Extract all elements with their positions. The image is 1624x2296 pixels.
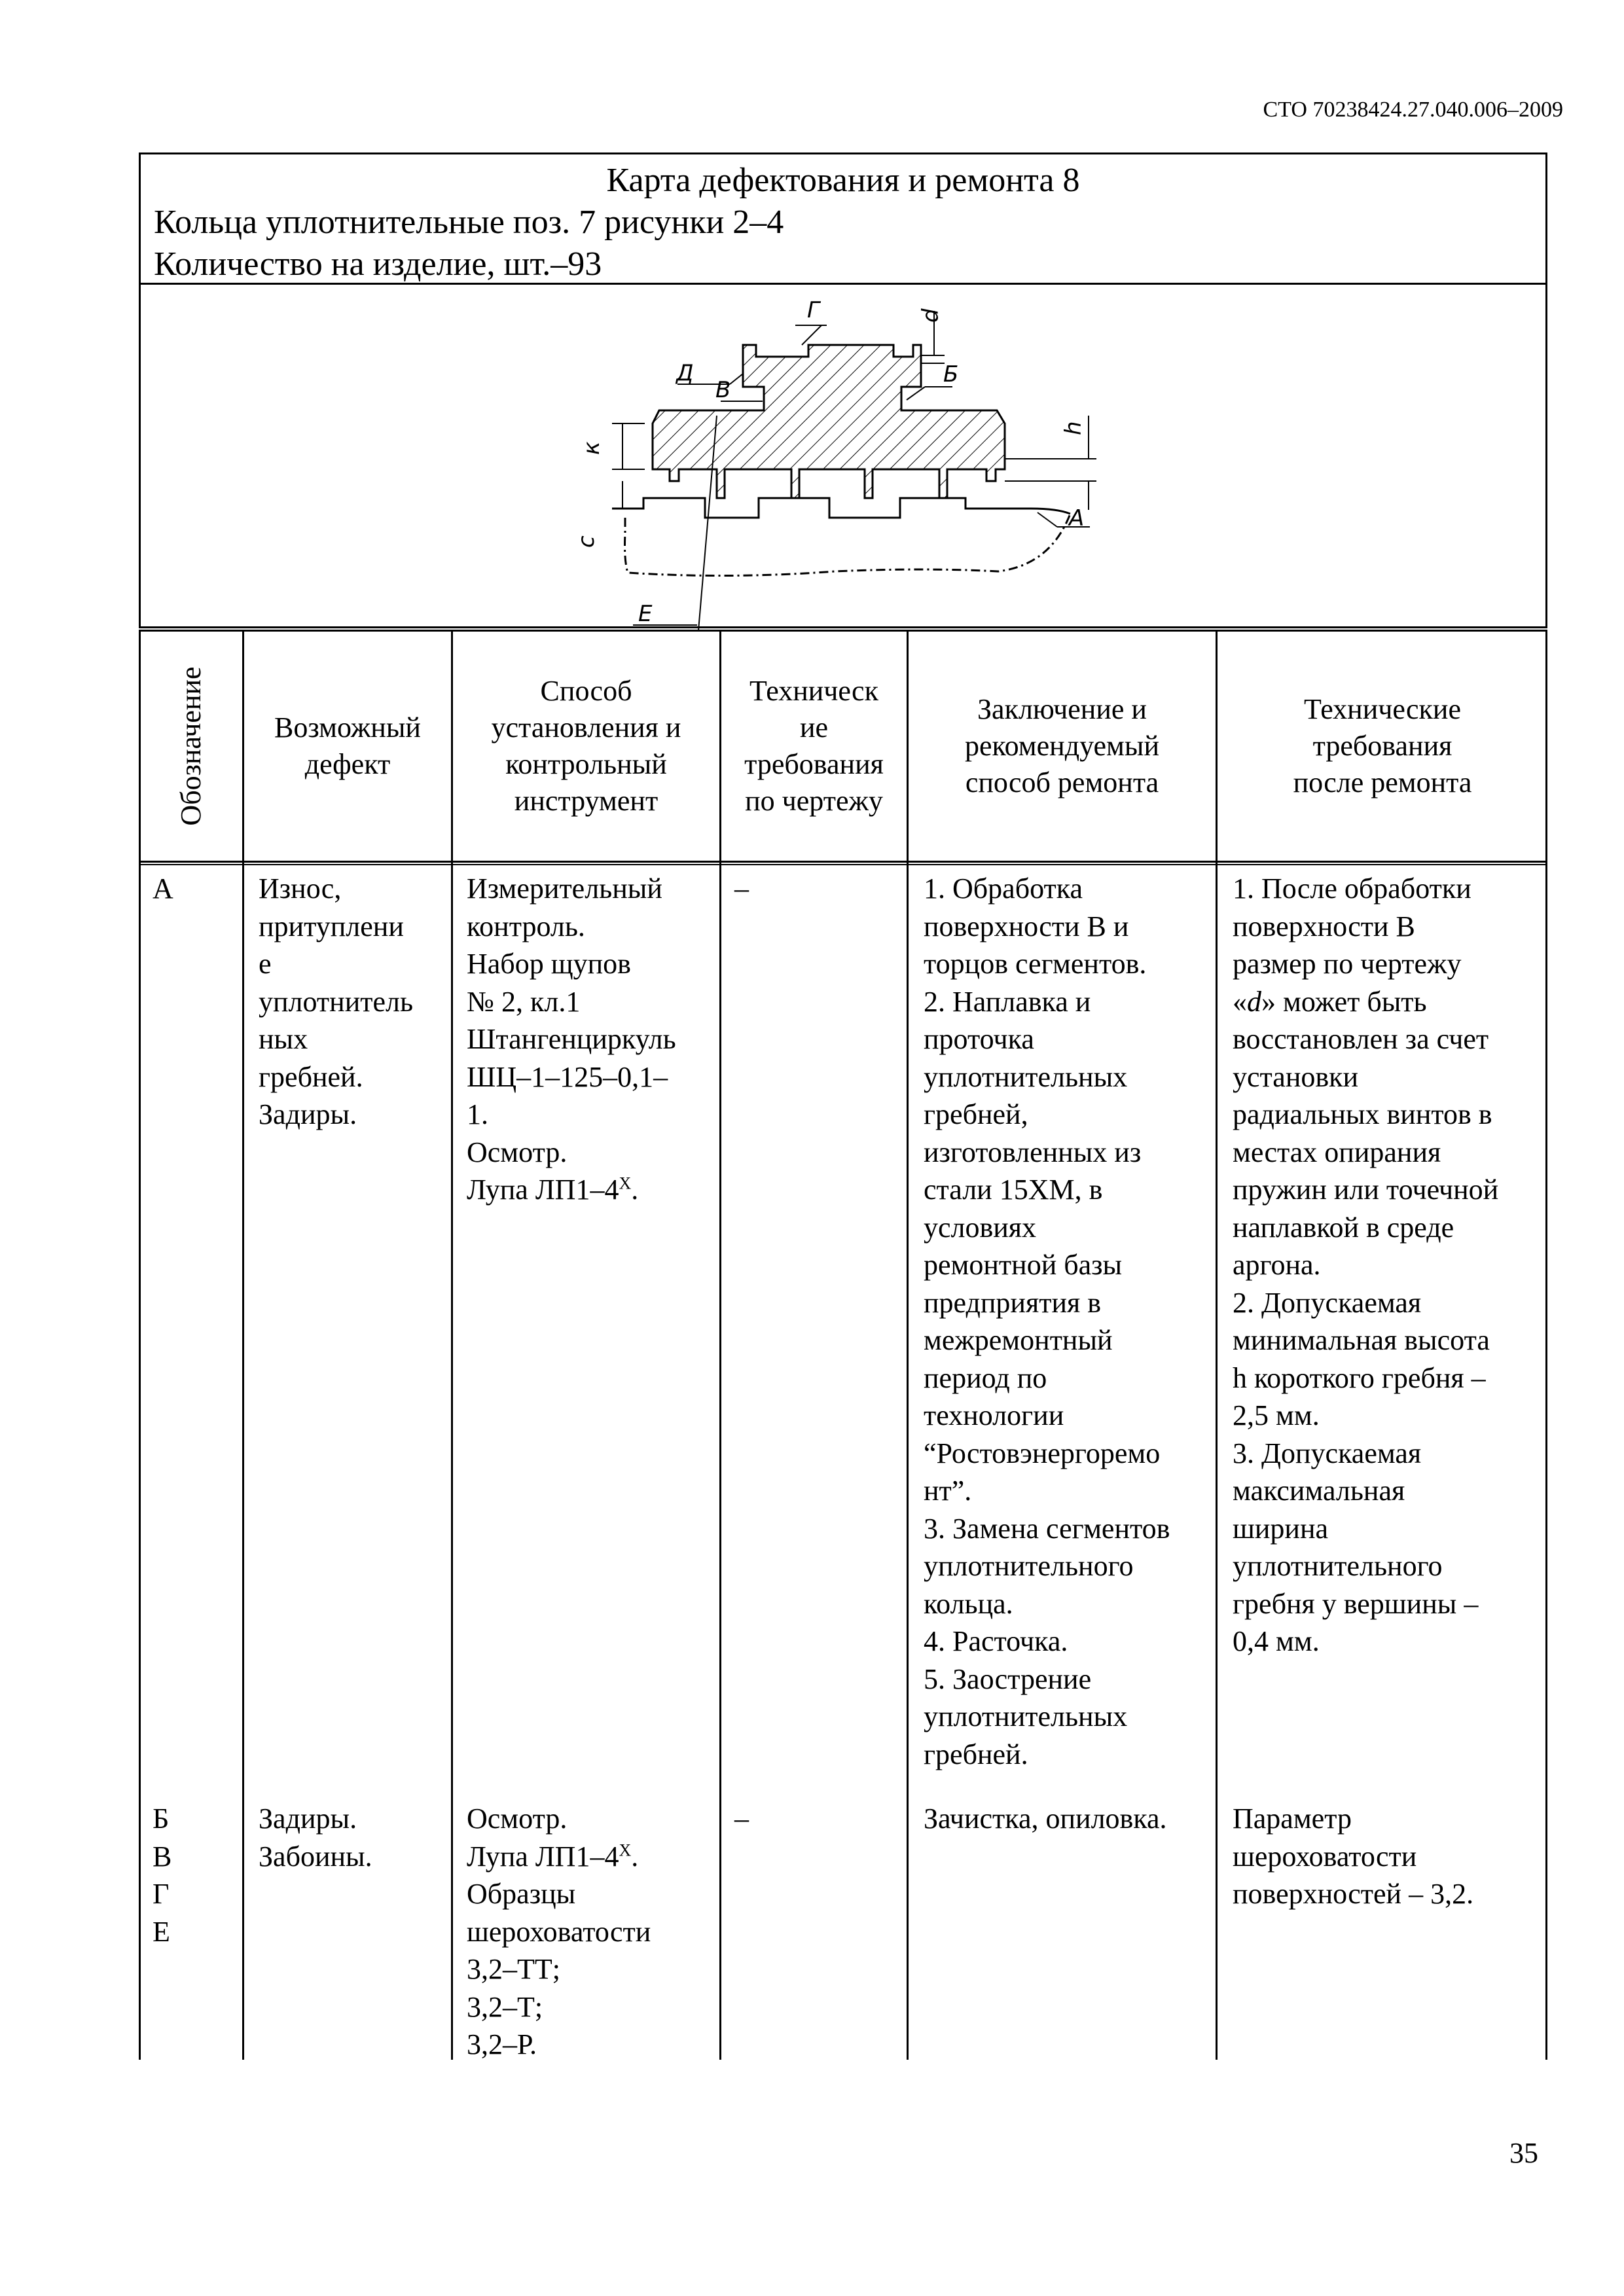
label-a: А (1069, 505, 1085, 531)
label-k: к (579, 441, 605, 455)
quantity-per-unit: Количество на изделие, шт.–93 (154, 245, 602, 283)
label-h: h (1060, 421, 1087, 435)
row-b-designation: Б В Г Е (153, 1803, 172, 1948)
row-a-drawing-requirements: – (734, 872, 749, 905)
label-d-small: d (918, 308, 944, 323)
card-header (139, 152, 1547, 285)
header-method: Способ установления и контрольный инструмент (491, 675, 681, 817)
part-description: Кольца уплотнительные поз. 7 рисунки 2–4 (154, 204, 784, 241)
label-c: c (573, 535, 600, 548)
header-after-repair: Технические требования после ремонта (1293, 693, 1472, 798)
header-conclusion: Заключение и рекомендуемый способ ремонта (964, 693, 1160, 798)
row-b-method: Осмотр. Лупа $ЛП1-4^Х$. Образцы шероховатости 3,2–ТТ; 3,2–Т; 3,2–Р. (467, 1803, 651, 2060)
page-number: 35 (1509, 2137, 1538, 2169)
label-v: В (715, 377, 731, 403)
row-a-conclusion: 1. Обработка поверхности В и торцов сегментов. 2. Наплавка и проточка уплотнительных гребней, изготовленных из стали 15ХМ, в условиях ремонтной базы предприятия в межремонтный период по технологии “Ростовэнергоремо нт”. 3. Замена сегментов уплотнительного кольца. 4. Расточка. 5. Заострение уплотнительных гребней. (924, 872, 1170, 1770)
row-b-defect: Задиры. Забоины. (259, 1803, 372, 1873)
rotor-body (625, 514, 1071, 576)
defect-table (139, 630, 1547, 2060)
label-g: Г (807, 297, 820, 323)
row-b-drawing-requirements: – (734, 1803, 749, 1835)
seal-ring-section-drawing (141, 285, 1549, 630)
label-e: Е (638, 601, 653, 627)
card-title: Карта дефектования и ремонта 8 (606, 162, 1080, 199)
row-a-designation: А (153, 872, 173, 905)
rotor-surface (612, 498, 1070, 518)
seal-ring-drawing (139, 283, 1547, 628)
header-divider (141, 861, 1545, 865)
row-b-conclusion: Зачистка, опиловка. (924, 1803, 1167, 1835)
header-defect: Возможный дефект (274, 711, 421, 780)
row-a-method: Измерительный контроль. Набор щупов № 2, кл.1 Штангенциркуль ШЦ–1–125–0,1– 1. Осмотр. Лупа $ЛП1-4^Х$. (467, 872, 676, 1206)
document-code: СТО 70238424.27.040.006–2009 (1263, 98, 1563, 122)
row-a-after-repair: 1. После обработки поверхности В размер по чертежу «d» может быть восстановлен за счет установки радиальных винтов в местах опирания пружин или точечной наплавкой в среде аргона. 2. Допускаемая минимальная высота h короткого гребня – 2,5 мм. 3. Допускаемая максимальная ширина уплотнительного гребня у вершины – 0,4 мм. (1233, 872, 1499, 1657)
label-d-big: Д (676, 360, 694, 386)
header-designation: Обозначение (175, 666, 207, 826)
row-b-after-repair: Параметр шероховатости поверхностей – 3,2. (1233, 1803, 1474, 1910)
row-a-defect: Износ, притуплени е уплотнитель ных гребней. Задиры. (259, 872, 414, 1130)
label-b: Б (943, 361, 959, 387)
header-drawing-requirements: Техническ ие требования по чертежу (744, 675, 884, 817)
